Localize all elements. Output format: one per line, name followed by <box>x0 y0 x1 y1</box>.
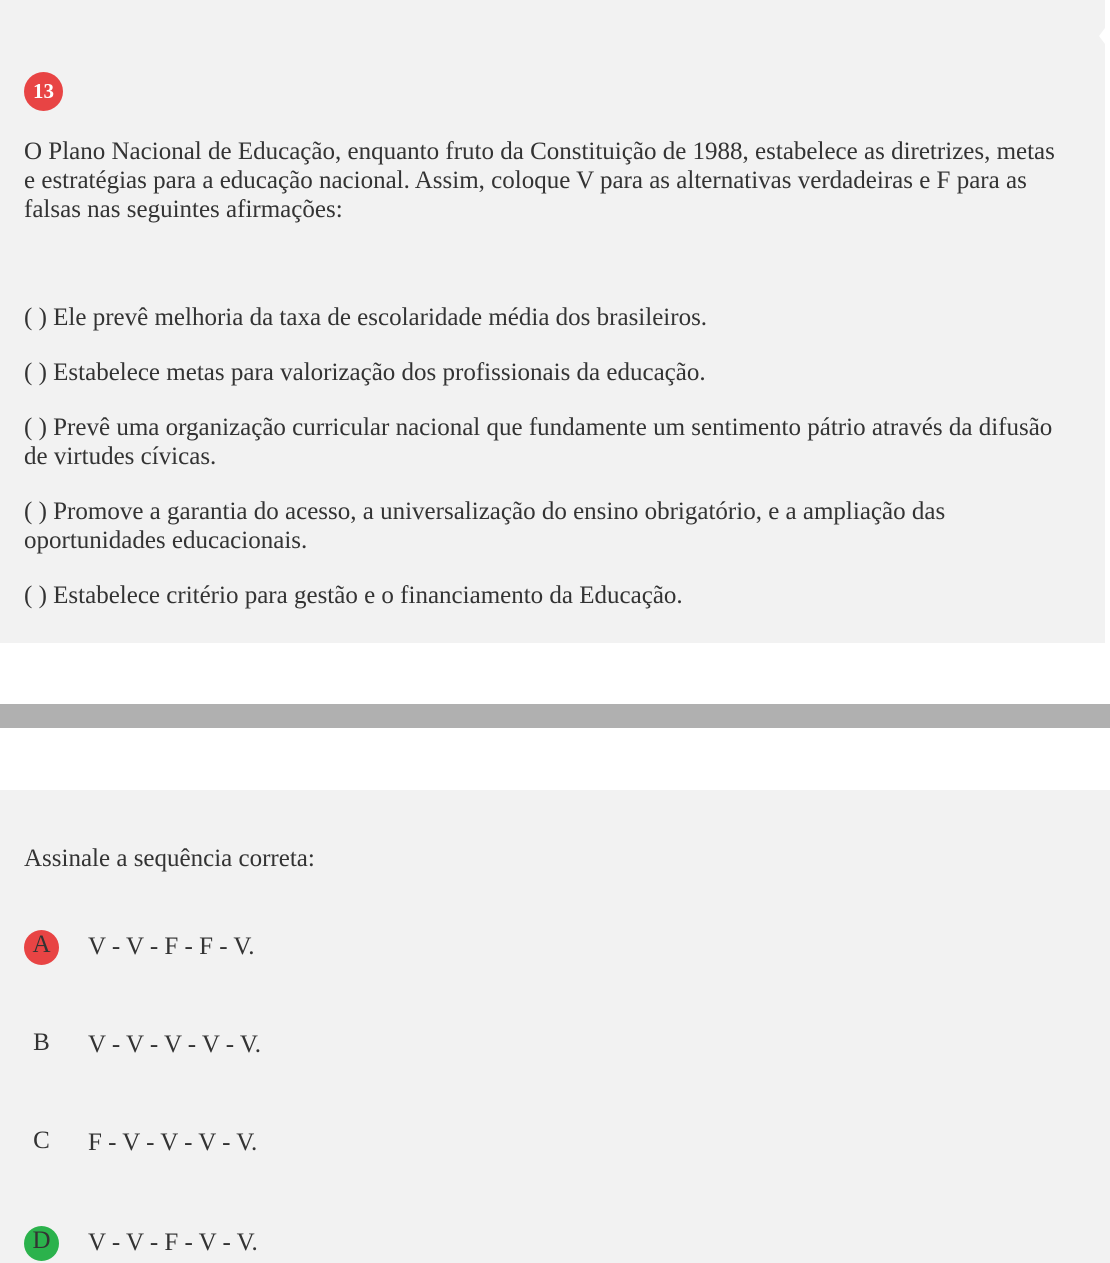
option-d-letter-badge: D <box>24 1226 59 1261</box>
option-d-text: V - V - F - V - V. <box>88 1229 258 1256</box>
statement-item: ( ) Ele prevê melhoria da taxa de escolaridade média dos brasileiros. <box>24 304 708 331</box>
option-a-text: V - V - F - F - V. <box>88 933 255 960</box>
option-c[interactable] <box>24 1126 624 1162</box>
option-a[interactable] <box>24 930 624 966</box>
statement-item: ( ) Promove a garantia do acesso, a universalização do ensino obrigatório, e a ampliação das oportunidades educacionais. <box>24 498 946 554</box>
answer-card <box>0 790 1110 1263</box>
answer-prompt: Assinale a sequência correta: <box>24 845 315 872</box>
statement-item: ( ) Prevê uma organização curricular nacional que fundamente um sentimento pátrio através da difusão de virtudes cívicas. <box>24 414 1053 470</box>
option-b[interactable] <box>24 1028 624 1064</box>
option-c-letter: C <box>33 1127 50 1154</box>
statement-item: ( ) Estabelece metas para valorização dos profissionais da educação. <box>24 359 706 386</box>
section-divider <box>0 704 1110 728</box>
option-b-letter: B <box>33 1029 50 1056</box>
option-c-text: F - V - V - V - V. <box>88 1129 258 1156</box>
option-a-letter-badge: A <box>24 930 59 965</box>
option-d[interactable] <box>24 1226 624 1262</box>
question-text: O Plano Nacional de Educação, enquanto fruto da Constituição de 1988, estabelece as diretrizes, metas e estratégias para a educação nacional. Assim, coloque V para as alternativas verdadeiras e F para as falsas nas seguintes afirmações: <box>24 138 1055 223</box>
card-notch <box>1099 28 1105 44</box>
statement-item: ( ) Estabelece critério para gestão e o financiamento da Educação. <box>24 582 683 609</box>
statement-list <box>24 303 1064 636</box>
option-b-text: V - V - V - V - V. <box>88 1031 261 1058</box>
question-number-badge: 13 <box>24 72 63 111</box>
